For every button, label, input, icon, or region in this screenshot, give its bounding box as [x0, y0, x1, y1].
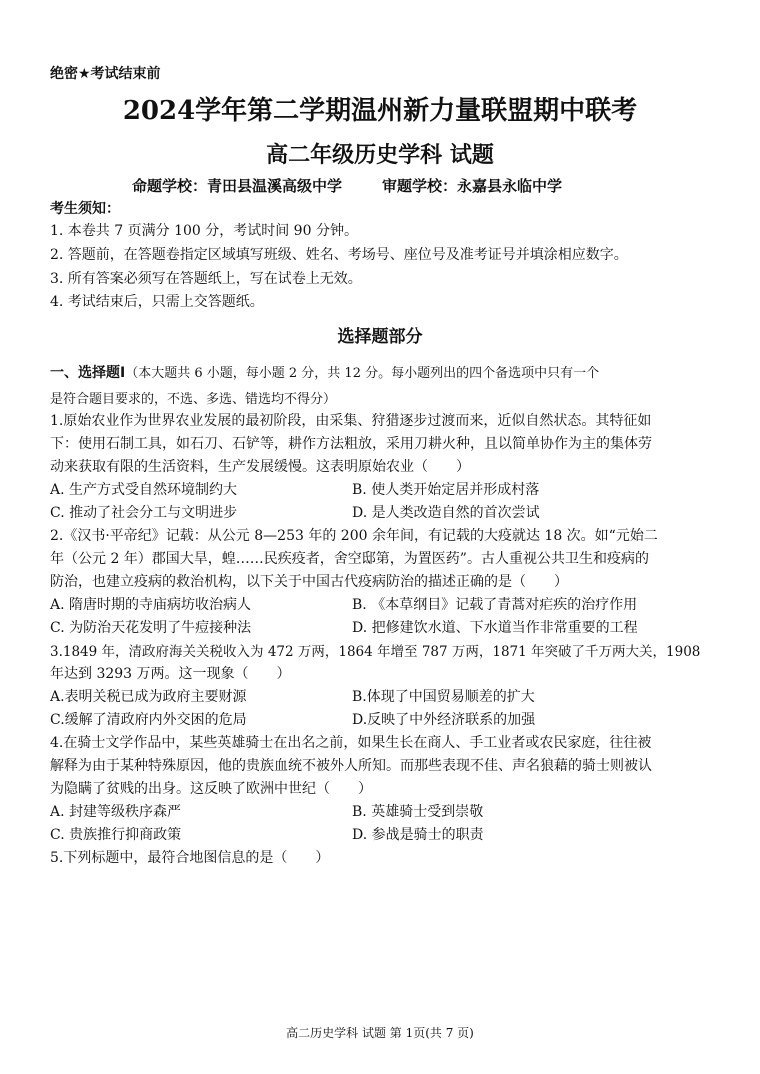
section-title: 选择题部分	[337, 327, 423, 347]
question-text: 2.《汉书·平帝纪》记载：从公元 8—253 年的 200 余年间，有记载的大疫就达 18 次。如“元始二	[50, 528, 658, 544]
option-c: C. 推动了社会分工与文明进步	[50, 505, 238, 521]
option-b: B. 《本草纲目》记载了青蒿对疟疾的治疗作用	[352, 597, 638, 613]
option-a: A. 隋唐时期的寺庙病坊收治病人	[50, 597, 252, 613]
notice-item: 3. 所有答案必须写在答题纸上，写在试卷上无效。	[50, 271, 362, 287]
confidential-label: 绝密★考试结束前	[50, 66, 161, 82]
option-c: C. 为防治天花发明了牛痘接种法	[50, 620, 252, 636]
reviewer-school: 审题学校：永嘉县永临中学	[382, 177, 563, 195]
option-d: D. 是人类改造自然的首次尝试	[352, 505, 540, 521]
question-text: 为隐瞒了贫贱的出身。这反映了欧洲中世纪（ ）	[50, 781, 372, 797]
question-text: 1.原始农业作为世界农业发展的最初阶段，由采集、狩猎逐步过渡而来，近似自然状态。其特征如	[50, 413, 652, 429]
question-text: 年达到 3293 万两。这一现象（ ）	[50, 666, 291, 682]
question-text: 下：使用石制工具，如石刀、石铲等，耕作方法粗放，采用刀耕火种，且以简单协作为主的集体劳	[50, 436, 652, 452]
option-a: A.表明关税已成为政府主要财源	[50, 689, 247, 705]
notice-item: 2. 答题前，在答题卷指定区域填写班级、姓名、考场号、座位号及准考证号并填涂相应数字。	[50, 247, 628, 263]
option-d: D.反映了中外经济联系的加强	[352, 712, 536, 728]
option-c: C.缓解了清政府内外交困的危局	[50, 712, 247, 728]
notice-heading: 考生须知：	[50, 201, 120, 217]
exam-subtitle: 高二年级历史学科 试题	[266, 142, 494, 168]
question-text: 3.1849 年，清政府海关关税收入为 472 万两，1864 年增至 787 万两，1871 年突破了千万两大关，1908	[50, 644, 701, 660]
question-text: 4.在骑士文学作品中，某些英雄骑士在出名之前，如果生长在商人、手工业者或农民家庭，往往被	[50, 735, 652, 751]
part1-instruction-cont: 是符合题目要求的，不选、多选、错选均不得分）	[50, 392, 337, 407]
page-footer: 高二历史学科 试题 第 1页(共 7 页)	[286, 1026, 474, 1040]
exam-title: 2024学年第二学期温州新力量联盟期中联考	[122, 96, 638, 126]
part1-instruction: （本大题共 6 小题，每小题 2 分，共 12 分。每小题列出的四个备选项中只有一个	[125, 366, 600, 381]
option-a: A. 封建等级秩序森严	[50, 804, 182, 820]
question-text: 动来获取有限的生活资料，生产发展缓慢。这表明原始农业（ ）	[50, 459, 470, 475]
school-info	[132, 175, 562, 196]
question-text: 年（公元 2 年）郡国大旱，蝗……民疾疫者，舍空邸第，为置医药”。古人重视公共卫生和疫病的	[50, 551, 649, 567]
question-text: 5.下列标题中，最符合地图信息的是（ ）	[50, 850, 330, 866]
question-text: 防治，也建立疫病的救治机构，以下关于中国古代疫病防治的描述正确的是（ ）	[50, 574, 568, 590]
option-c: C. 贵族推行抑商政策	[50, 827, 182, 843]
option-b: B.体现了中国贸易顺差的扩大	[352, 689, 535, 705]
option-d: D. 把修建饮水道、下水道当作非常重要的工程	[352, 620, 638, 636]
composer-school: 命题学校：青田县温溪高级中学	[132, 177, 343, 195]
notice-item: 4. 考试结束后，只需上交答题纸。	[50, 294, 264, 310]
option-b: B. 英雄骑士受到崇敬	[352, 804, 484, 820]
part1-heading: 一、选择题Ⅰ	[50, 365, 126, 381]
notice-item: 1. 本卷共 7 页满分 100 分，考试时间 90 分钟。	[50, 223, 358, 239]
option-d: D. 参战是骑士的职责	[352, 827, 484, 843]
part1-header	[50, 362, 599, 382]
option-a: A. 生产方式受自然环境制约大	[50, 482, 238, 498]
option-b: B. 使人类开始定居并形成村落	[352, 482, 540, 498]
question-text: 解释为由于某种特殊原因，他的贵族血统不被外人所知。而那些表现不佳、声名狼藉的骑士则被认	[50, 758, 652, 774]
